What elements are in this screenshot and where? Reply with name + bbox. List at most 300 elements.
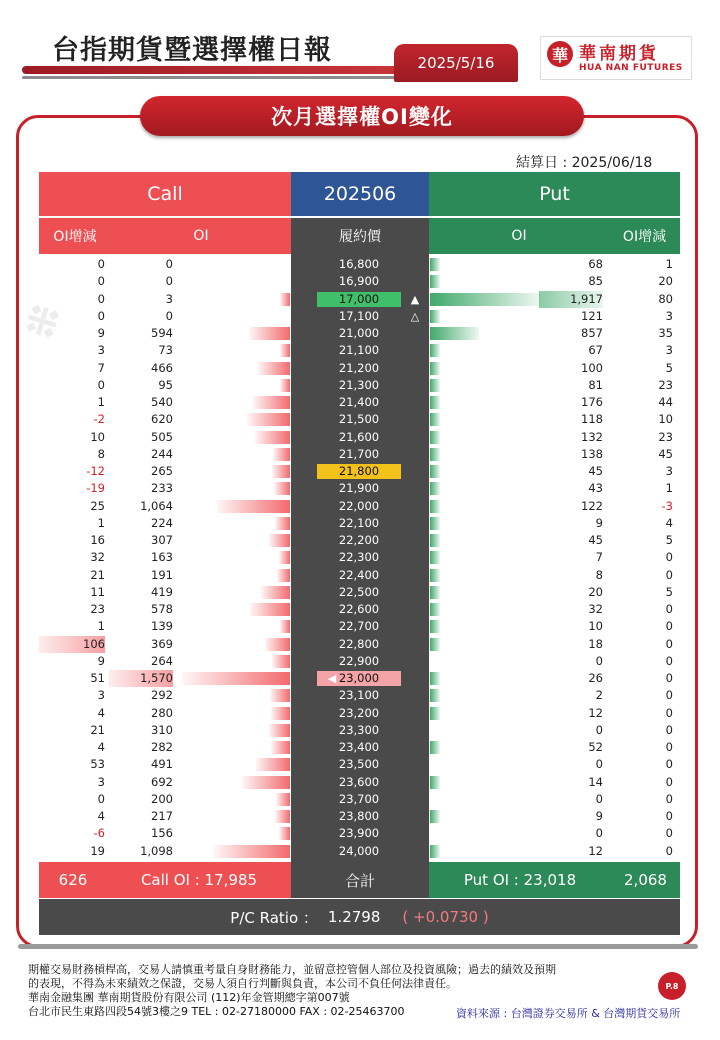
put-oi-bar: [430, 379, 540, 392]
call-oi-cell: 466: [151, 360, 173, 375]
put-oi-bar: [430, 569, 540, 582]
strike-price-cell: 22,400: [338, 567, 380, 582]
call-oi-bar: [182, 465, 290, 478]
put-oi-change-total: 2,068: [611, 862, 680, 898]
total-label: 合計: [291, 862, 429, 898]
call-oi-change-cell: 16: [90, 533, 105, 547]
strike-price-cell: 22,600: [338, 602, 380, 616]
put-oi-bar: [430, 551, 540, 564]
put-oi-change-cell: 23: [658, 429, 673, 444]
call-oi-change-cell: 32: [90, 550, 105, 565]
table-row: [39, 705, 680, 722]
call-oi-change-cell: 21: [90, 567, 105, 582]
strike-price-cell: 23,600: [338, 774, 380, 789]
call-oi-change-cell: 7: [97, 360, 105, 375]
put-oi-bar: [430, 845, 540, 858]
put-oi-change-cell: 35: [658, 326, 673, 340]
put-oi-bar: [430, 689, 540, 702]
put-oi-bar: [430, 344, 540, 357]
put-oi-cell: 138: [581, 446, 603, 461]
put-oi-bar: [430, 362, 540, 375]
call-oi-cell: 282: [151, 740, 173, 754]
strike-price-cell: 23,900: [338, 826, 380, 841]
call-oi-cell: 369: [151, 636, 173, 651]
call-oi-change-cell: 0: [97, 274, 105, 289]
table-row: [39, 377, 680, 394]
strike-price-cell: 21,800: [317, 464, 401, 479]
strike-price-cell: 22,300: [338, 550, 380, 565]
call-oi-cell: 244: [151, 446, 173, 461]
call-oi-bar: [182, 431, 290, 444]
put-oi-bar: [430, 448, 540, 461]
table-row: [39, 567, 680, 584]
strike-price-cell: 23,700: [338, 791, 380, 806]
table-row: [39, 636, 680, 653]
table-row: [39, 256, 680, 273]
put-oi-bar: [430, 534, 540, 547]
call-oi-cell: 310: [151, 722, 173, 737]
put-oi-change-cell: 10: [658, 412, 673, 427]
put-oi-change-cell: 0: [665, 705, 673, 720]
strike-price-cell: 22,800: [338, 636, 380, 651]
put-oi-bar: [430, 655, 540, 668]
call-oi-cell: 156: [151, 826, 173, 841]
put-oi-change-cell: 0: [665, 809, 673, 823]
section-title: 次月選擇權OI變化: [140, 96, 584, 136]
put-oi-cell: 132: [581, 429, 603, 444]
table-row: [39, 670, 680, 687]
call-oi-change-cell: 51: [90, 671, 105, 685]
call-oi-bar: [182, 586, 290, 599]
put-oi-change-cell: 23: [658, 377, 673, 392]
put-oi-change-cell: 0: [665, 722, 673, 737]
call-oi-bar: [182, 655, 290, 668]
disclaimer-line: 期權交易財務槓桿高，交易人請慎重考量自身財務能力，並留意控管個人部位及投資風險；過去的績效及預期: [28, 963, 556, 976]
put-oi-change-cell: 1: [665, 481, 673, 496]
call-oi-bar: [182, 741, 290, 754]
strike-price-cell: 21,900: [338, 481, 380, 496]
put-oi-bar: [430, 724, 540, 737]
put-oi-change-cell: 0: [665, 671, 673, 685]
table-row: [39, 584, 680, 601]
call-oi-bar: [182, 776, 290, 789]
put-oi-bar: [430, 638, 540, 651]
pc-ratio-value: 1.2798: [327, 908, 381, 926]
put-oi-cell: 0: [595, 826, 603, 841]
call-oi-change-cell: -12: [86, 464, 105, 478]
put-oi-cell: 12: [588, 705, 603, 720]
table-row: [39, 722, 680, 739]
table-row: [39, 601, 680, 618]
put-oi-change-cell: 0: [665, 550, 673, 565]
call-oi-bar: [182, 569, 290, 582]
call-oi-total: Call OI : 17,985: [107, 862, 291, 898]
table-row: [39, 342, 680, 359]
put-oi-change-cell: 0: [665, 602, 673, 616]
call-oi-change-cell: 0: [97, 257, 105, 271]
call-oi-bar: [182, 517, 290, 530]
settlement-date: 結算日 : 2025/06/18: [516, 155, 653, 171]
call-oi-bar: [182, 379, 290, 392]
put-oi-bar: [430, 293, 540, 306]
strike-price-cell: 22,200: [338, 533, 380, 547]
call-oi-cell: 620: [151, 412, 173, 427]
strike-price-cell: 22,000: [338, 498, 380, 513]
put-oi-bar: [430, 431, 540, 444]
put-oi-change-cell: 5: [665, 360, 673, 375]
table-row: [39, 463, 680, 480]
company-logo: [540, 36, 692, 80]
put-oi-change-cell: 0: [665, 791, 673, 806]
pc-ratio-change: ( +0.0730 ): [402, 908, 489, 926]
put-oi-cell: 1,917: [539, 291, 603, 308]
put-oi-change-cell: 0: [665, 619, 673, 634]
put-oi-cell: 9: [595, 515, 603, 530]
put-oi-bar: [430, 396, 540, 409]
call-oi-change-cell: 23: [90, 602, 105, 616]
call-oi-cell: 265: [151, 464, 173, 478]
table-row: [39, 429, 680, 446]
table-row: [39, 739, 680, 756]
call-header: Call: [39, 172, 291, 216]
put-oi-bar: [430, 327, 540, 340]
call-oi-bar: [182, 448, 290, 461]
call-oi-cell: 224: [151, 515, 173, 530]
call-oi-cell: 280: [151, 705, 173, 720]
call-oi-cell: 692: [151, 774, 173, 789]
put-oi-bar: [430, 500, 540, 513]
page-number-badge: P.8: [658, 972, 686, 1000]
call-oi-cell: 95: [158, 377, 173, 392]
report-title: 台指期貨暨選擇權日報: [52, 35, 332, 66]
call-oi-change-cell: 4: [97, 740, 105, 754]
put-oi-change-cell: 3: [665, 308, 673, 323]
table-row: [39, 411, 680, 428]
call-oi-change-cell: 10: [90, 429, 105, 444]
table-row: [39, 498, 680, 515]
call-oi-change-cell: 1: [97, 395, 105, 409]
call-oi-cell: 491: [151, 757, 173, 772]
table-row: [39, 480, 680, 497]
strike-price-cell: 21,000: [338, 326, 380, 340]
strike-price-cell: 22,500: [338, 584, 380, 599]
strike-price-cell: 23,800: [338, 809, 380, 823]
put-oi-cell: 10: [588, 619, 603, 634]
call-oi-bar: [182, 344, 290, 357]
call-oi-bar: [182, 500, 290, 513]
pc-ratio-label: P/C Ratio ：: [230, 908, 318, 927]
table-row: [39, 273, 680, 290]
put-oi-bar: [430, 776, 540, 789]
put-header: Put: [429, 172, 680, 216]
put-oi-bar: [430, 482, 540, 495]
call-oi-change-cell: 8: [97, 446, 105, 461]
call-oi-bar: [182, 258, 290, 271]
call-oi-change-cell: 3: [97, 774, 105, 789]
put-oi-cell: 67: [588, 343, 603, 358]
call-oi-bar: [182, 413, 290, 426]
call-oi-cell: 163: [151, 550, 173, 565]
call-oi-bar: [182, 327, 290, 340]
strike-price-cell: 21,100: [338, 343, 380, 358]
put-max-oi-arrow-icon: △: [410, 309, 420, 323]
put-oi-bar: [430, 586, 540, 599]
table-row: [39, 756, 680, 773]
put-oi-change-cell: 0: [665, 757, 673, 772]
table-row: [39, 291, 680, 308]
table-row: [39, 618, 680, 635]
call-oi-change-cell: 11: [90, 584, 105, 599]
put-oi-change-cell: 0: [665, 688, 673, 703]
table-row: [39, 791, 680, 808]
put-oi-bar: [430, 741, 540, 754]
put-oi-change-cell: 80: [658, 291, 673, 306]
call-oi-change-cell: 3: [97, 343, 105, 358]
put-oi-cell: 68: [588, 257, 603, 271]
call-oi-change-cell: 9: [97, 653, 105, 668]
strike-price-cell: 21,200: [338, 360, 380, 375]
strike-header: 履約價: [291, 218, 429, 254]
put-oi-change-cell: 0: [665, 740, 673, 754]
put-oi-bar: [430, 620, 540, 633]
put-oi-bar: [430, 827, 540, 840]
put-oi-cell: 81: [588, 377, 603, 392]
call-oi-cell: 233: [151, 481, 173, 496]
put-oi-cell: 857: [581, 326, 603, 340]
put-oi-cell: 176: [581, 395, 603, 409]
put-oi-cell: 45: [588, 533, 603, 547]
strike-price-cell: 21,300: [338, 377, 380, 392]
strike-price-cell: 22,100: [338, 515, 380, 530]
call-oi-cell: 191: [151, 567, 173, 582]
call-oi-change-cell: 9: [97, 326, 105, 340]
put-oi-change-cell: 0: [665, 826, 673, 841]
call-oi-change-cell: -2: [93, 412, 105, 427]
pc-ratio-bar: [39, 899, 680, 935]
strike-price-cell: 21,500: [338, 412, 380, 427]
put-oi-cell: 12: [588, 843, 603, 858]
strike-price-cell: 23,100: [338, 688, 380, 703]
table-row: [39, 394, 680, 411]
call-oi-change-header: OI增減: [39, 218, 111, 254]
put-oi-change-header: OI增減: [609, 218, 680, 254]
report-date: 2025/5/16: [394, 44, 518, 82]
call-oi-cell: 264: [151, 653, 173, 668]
strike-price-cell: 23,300: [338, 722, 380, 737]
title-underline: [22, 66, 402, 74]
call-oi-cell: 0: [165, 308, 173, 323]
strike-price-cell: 17,100: [338, 308, 380, 323]
call-oi-cell: 1,064: [140, 498, 173, 513]
call-oi-cell: 73: [158, 343, 173, 358]
put-oi-bar: [430, 310, 540, 323]
call-oi-bar: [182, 310, 290, 323]
put-oi-cell: 100: [581, 360, 603, 375]
put-oi-bar: [430, 603, 540, 616]
put-oi-cell: 45: [588, 464, 603, 478]
strike-price-cell: 16,800: [338, 257, 380, 271]
watermark-left: ※: [10, 295, 69, 351]
call-oi-bar: [182, 758, 290, 771]
call-oi-change-cell: 106: [39, 636, 105, 653]
call-oi-cell: 1,570: [109, 670, 173, 687]
put-oi-cell: 18: [588, 636, 603, 651]
put-oi-bar: [430, 465, 540, 478]
disclaimer-line: 的表現，不得為未來績效之保證，交易人須自行判斷與負責，本公司不負任何法律責任。: [28, 977, 457, 990]
call-oi-bar: [182, 793, 290, 806]
put-oi-cell: 85: [588, 274, 603, 289]
call-oi-cell: 0: [165, 274, 173, 289]
call-oi-bar: [182, 620, 290, 633]
call-oi-bar: [182, 551, 290, 564]
table-row: [39, 532, 680, 549]
put-oi-change-cell: 0: [665, 636, 673, 651]
call-oi-cell: 139: [151, 619, 173, 634]
strike-price-cell: 21,700: [338, 446, 380, 461]
put-oi-total: Put OI : 23,018: [429, 862, 611, 898]
call-oi-cell: 578: [151, 602, 173, 616]
call-oi-cell: 419: [151, 584, 173, 599]
put-oi-cell: 2: [595, 688, 603, 703]
put-oi-change-cell: 45: [658, 446, 673, 461]
put-oi-bar: [430, 258, 540, 271]
call-oi-change-cell: 0: [97, 291, 105, 306]
call-oi-cell: 200: [151, 791, 173, 806]
put-oi-cell: 32: [588, 602, 603, 616]
put-oi-cell: 0: [595, 653, 603, 668]
call-oi-bar: [182, 672, 290, 685]
put-oi-change-cell: 0: [665, 774, 673, 789]
call-max-oi-arrow-icon: ◀: [327, 672, 337, 685]
put-oi-change-cell: 0: [665, 843, 673, 858]
put-max-oi-arrow-icon: ▲: [410, 292, 420, 306]
call-oi-change-cell: 53: [90, 757, 105, 772]
call-oi-header: OI: [111, 218, 291, 254]
put-oi-cell: 14: [588, 774, 603, 789]
strike-price-cell: 17,000: [317, 292, 401, 307]
company-address: 台北市民生東路四段54號3樓之9 TEL : 02-27180000 FAX : 02-25463700: [28, 1005, 405, 1018]
put-oi-cell: 7: [595, 550, 603, 565]
put-oi-bar: [430, 793, 540, 806]
call-oi-cell: 540: [151, 395, 173, 409]
strike-price-cell: 22,700: [338, 619, 380, 634]
put-oi-bar: [430, 413, 540, 426]
put-oi-change-cell: 0: [665, 653, 673, 668]
call-oi-cell: 1,098: [140, 843, 173, 858]
call-oi-cell: 217: [151, 809, 173, 823]
put-oi-change-cell: 5: [665, 584, 673, 599]
table-row: [39, 360, 680, 377]
logo-mark-icon: 華: [547, 41, 573, 67]
put-oi-bar: [430, 707, 540, 720]
strike-price-cell: 24,000: [338, 843, 380, 858]
call-oi-bar: [182, 827, 290, 840]
call-oi-change-cell: -19: [86, 481, 105, 496]
call-oi-bar: [182, 275, 290, 288]
call-oi-bar: [182, 689, 290, 702]
call-oi-bar: [182, 396, 290, 409]
put-oi-cell: 8: [595, 567, 603, 582]
call-oi-change-total: 626: [39, 862, 107, 898]
put-oi-header: OI: [429, 218, 609, 254]
put-oi-change-cell: 3: [665, 464, 673, 478]
call-oi-bar: [182, 845, 290, 858]
put-oi-change-cell: 44: [658, 395, 673, 409]
call-oi-bar: [182, 603, 290, 616]
table-row: [39, 687, 680, 704]
call-oi-change-cell: 0: [97, 308, 105, 323]
table-row: [39, 515, 680, 532]
call-oi-bar: [182, 707, 290, 720]
put-oi-cell: 118: [581, 412, 603, 427]
put-oi-change-cell: 5: [665, 533, 673, 547]
call-oi-cell: 505: [151, 429, 173, 444]
strike-price-cell: 21,600: [338, 429, 380, 444]
frame-shadow: [18, 944, 698, 949]
table-row: [39, 774, 680, 791]
put-oi-change-cell: 4: [665, 515, 673, 530]
table-row: [39, 843, 680, 860]
put-oi-change-cell: -3: [661, 498, 673, 513]
call-oi-bar: [182, 534, 290, 547]
put-oi-cell: 26: [588, 671, 603, 685]
contract-month-header: 202506: [291, 172, 429, 216]
table-row: [39, 325, 680, 342]
call-oi-change-cell: 21: [90, 722, 105, 737]
call-oi-change-cell: 3: [97, 688, 105, 703]
company-info: 華南金融集團 華南期貨股份有限公司 (112)年金管期總字第007號: [28, 991, 350, 1004]
put-oi-cell: 52: [588, 740, 603, 754]
call-oi-change-cell: 25: [90, 498, 105, 513]
put-oi-bar: [430, 672, 540, 685]
call-oi-change-cell: -6: [93, 826, 105, 841]
call-oi-change-cell: 19: [90, 843, 105, 858]
call-oi-bar: [182, 810, 290, 823]
strike-price-cell: 23,500: [338, 757, 380, 772]
put-oi-bar: [430, 758, 540, 771]
put-oi-cell: 20: [588, 584, 603, 599]
put-oi-change-cell: 3: [665, 343, 673, 358]
call-oi-change-cell: 4: [97, 809, 105, 823]
put-oi-bar: [430, 810, 540, 823]
put-oi-bar: [430, 517, 540, 530]
put-oi-cell: 0: [595, 757, 603, 772]
table-row: [39, 446, 680, 463]
call-oi-bar: [182, 362, 290, 375]
strike-price-cell: 16,900: [338, 274, 380, 289]
call-oi-change-cell: 1: [97, 515, 105, 530]
call-oi-bar: [182, 724, 290, 737]
call-oi-cell: 0: [165, 257, 173, 271]
strike-price-cell: 23,400: [338, 740, 380, 754]
call-oi-change-cell: 0: [97, 377, 105, 392]
put-oi-cell: 0: [595, 722, 603, 737]
title-underline-shadow: [22, 76, 402, 79]
logo-cn-text: 華南期貨: [579, 44, 659, 64]
put-oi-cell: 9: [595, 809, 603, 823]
logo-en-text: HUA NAN FUTURES: [579, 63, 683, 73]
put-oi-change-cell: 0: [665, 567, 673, 582]
strike-price-cell: 22,900: [338, 653, 380, 668]
put-oi-bar: [430, 275, 540, 288]
call-oi-cell: 3: [165, 291, 173, 306]
call-oi-change-cell: 4: [97, 705, 105, 720]
call-oi-bar: [182, 638, 290, 651]
strike-price-cell: 23,200: [338, 705, 380, 720]
call-oi-bar: [182, 482, 290, 495]
call-oi-bar: [182, 293, 290, 306]
table-row: [39, 653, 680, 670]
